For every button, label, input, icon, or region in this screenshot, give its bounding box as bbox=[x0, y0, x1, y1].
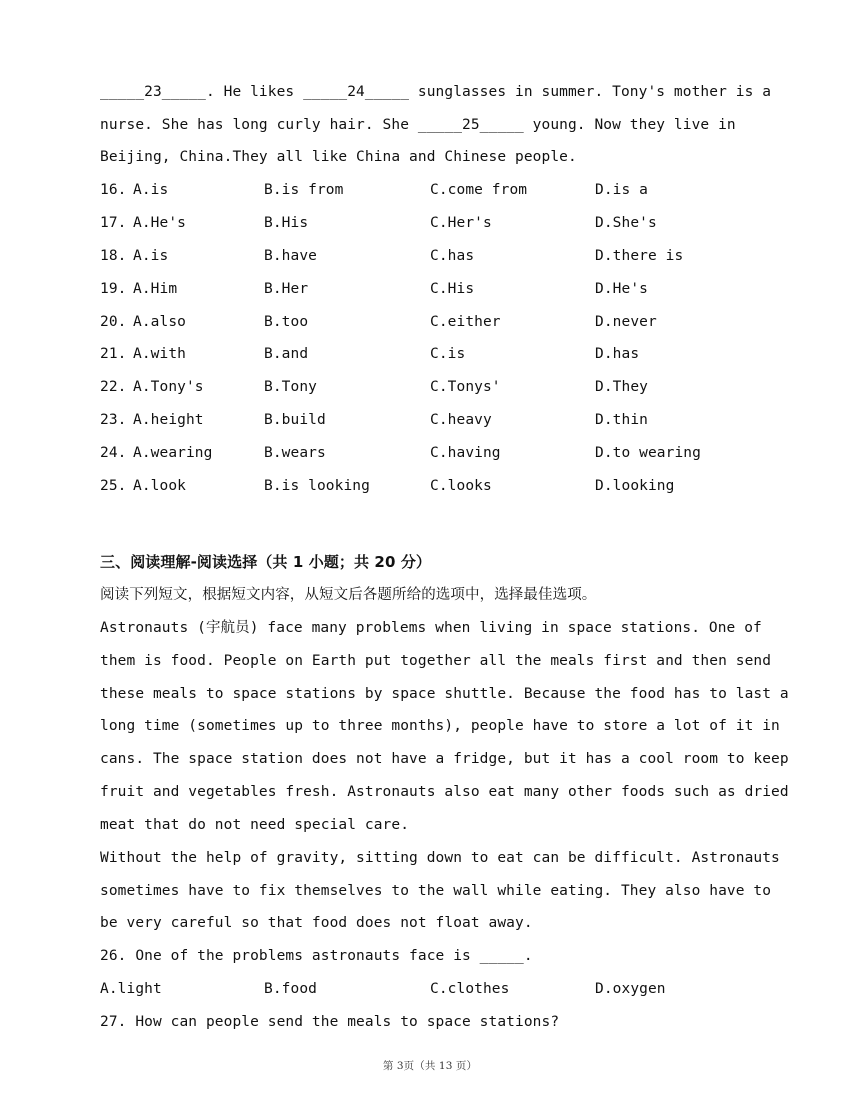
option-b: B.Tony bbox=[264, 379, 317, 395]
question-row bbox=[100, 213, 780, 233]
option-a: A.look bbox=[133, 478, 186, 494]
option-a: A.wearing bbox=[133, 445, 213, 461]
option-b: B.food bbox=[264, 981, 317, 997]
option-b: B.Her bbox=[264, 281, 309, 297]
passage-line: Beijing, China.They all like China and Chinese people. bbox=[100, 149, 577, 165]
reading-line: sometimes have to fix themselves to the wall while eating. They also have to bbox=[100, 883, 772, 899]
question-number: 21. bbox=[100, 346, 127, 362]
option-b: B.is looking bbox=[264, 478, 370, 494]
option-c: C.come from bbox=[430, 182, 528, 198]
question-number: 16. bbox=[100, 182, 127, 198]
question-row bbox=[100, 476, 780, 496]
reading-line: Astronauts (宇航员) face many problems when living in space stations. One of bbox=[100, 620, 762, 636]
option-c: C.Her's bbox=[430, 215, 492, 231]
option-d: D.is a bbox=[595, 182, 648, 198]
option-b: B.and bbox=[264, 346, 309, 362]
reading-line: Without the help of gravity, sitting down to eat can be difficult. Astronauts bbox=[100, 850, 780, 866]
question-number: 25. bbox=[100, 478, 127, 494]
option-a: A.height bbox=[133, 412, 204, 428]
question-number: 23. bbox=[100, 412, 127, 428]
reading-line: them is food. People on Earth put together all the meals first and then send bbox=[100, 653, 772, 669]
option-d: D.They bbox=[595, 379, 648, 395]
option-a: A.is bbox=[133, 182, 169, 198]
option-c: C.has bbox=[430, 248, 475, 264]
reading-line: cans. The space station does not have a fridge, but it has a cool room to keep bbox=[100, 751, 789, 767]
section-heading: 三、阅读理解-阅读选择（共 1 小题；共 20 分） bbox=[100, 553, 432, 571]
question-number: 22. bbox=[100, 379, 127, 395]
option-c: C.heavy bbox=[430, 412, 492, 428]
option-a: A.He's bbox=[133, 215, 186, 231]
option-d: D.He's bbox=[595, 281, 648, 297]
passage-line: nurse. She has long curly hair. She _____25_____ young. Now they live in bbox=[100, 117, 736, 133]
option-a: A.also bbox=[133, 314, 186, 330]
question-number: 18. bbox=[100, 248, 127, 264]
option-a: A.Him bbox=[133, 281, 178, 297]
option-b: B.build bbox=[264, 412, 326, 428]
option-c: C.clothes bbox=[430, 981, 510, 997]
option-c: C.having bbox=[430, 445, 501, 461]
option-b: B.is from bbox=[264, 182, 344, 198]
question-number: 24. bbox=[100, 445, 127, 461]
option-c: C.is bbox=[430, 346, 466, 362]
question-row bbox=[100, 410, 780, 430]
question-row bbox=[100, 344, 780, 364]
option-a: A.Tony's bbox=[133, 379, 204, 395]
option-d: D.never bbox=[595, 314, 657, 330]
question-26-stem: 26. One of the problems astronauts face is _____. bbox=[100, 948, 533, 964]
option-c: C.Tonys' bbox=[430, 379, 501, 395]
question-row bbox=[100, 443, 780, 463]
option-b: B.have bbox=[264, 248, 317, 264]
reading-line: these meals to space stations by space shuttle. Because the food has to last a bbox=[100, 686, 789, 702]
passage-line: _____23_____. He likes _____24_____ sunglasses in summer. Tony's mother is a bbox=[100, 84, 772, 100]
question-26-options bbox=[100, 979, 780, 999]
question-number: 19. bbox=[100, 281, 127, 297]
reading-line: long time (sometimes up to three months), people have to store a lot of it in bbox=[100, 718, 780, 734]
question-row bbox=[100, 279, 780, 299]
question-row bbox=[100, 246, 780, 266]
option-d: D.She's bbox=[595, 215, 657, 231]
reading-line: meat that do not need special care. bbox=[100, 817, 410, 833]
option-d: D.there is bbox=[595, 248, 684, 264]
question-number: 17. bbox=[100, 215, 127, 231]
section-instruction: 阅读下列短文，根据短文内容，从短文后各题所给的选项中，选择最佳选项。 bbox=[100, 587, 597, 603]
option-d: D.thin bbox=[595, 412, 648, 428]
question-row bbox=[100, 377, 780, 397]
option-d: D.oxygen bbox=[595, 981, 666, 997]
question-number: 20. bbox=[100, 314, 127, 330]
option-b: B.too bbox=[264, 314, 309, 330]
reading-line: be very careful so that food does not float away. bbox=[100, 915, 533, 931]
question-row bbox=[100, 180, 780, 200]
option-c: C.His bbox=[430, 281, 475, 297]
option-c: C.either bbox=[430, 314, 501, 330]
option-d: D.looking bbox=[595, 478, 675, 494]
option-a: A.with bbox=[133, 346, 186, 362]
option-a: A.light bbox=[100, 981, 162, 997]
option-d: D.to wearing bbox=[595, 445, 701, 461]
option-b: B.His bbox=[264, 215, 309, 231]
option-c: C.looks bbox=[430, 478, 492, 494]
option-b: B.wears bbox=[264, 445, 326, 461]
page-footer: 第 3页（共 13 页） bbox=[382, 1060, 478, 1072]
question-27-stem: 27. How can people send the meals to space stations? bbox=[100, 1014, 560, 1030]
question-row bbox=[100, 312, 780, 332]
option-a: A.is bbox=[133, 248, 169, 264]
reading-line: fruit and vegetables fresh. Astronauts also eat many other foods such as dried bbox=[100, 784, 789, 800]
option-d: D.has bbox=[595, 346, 640, 362]
